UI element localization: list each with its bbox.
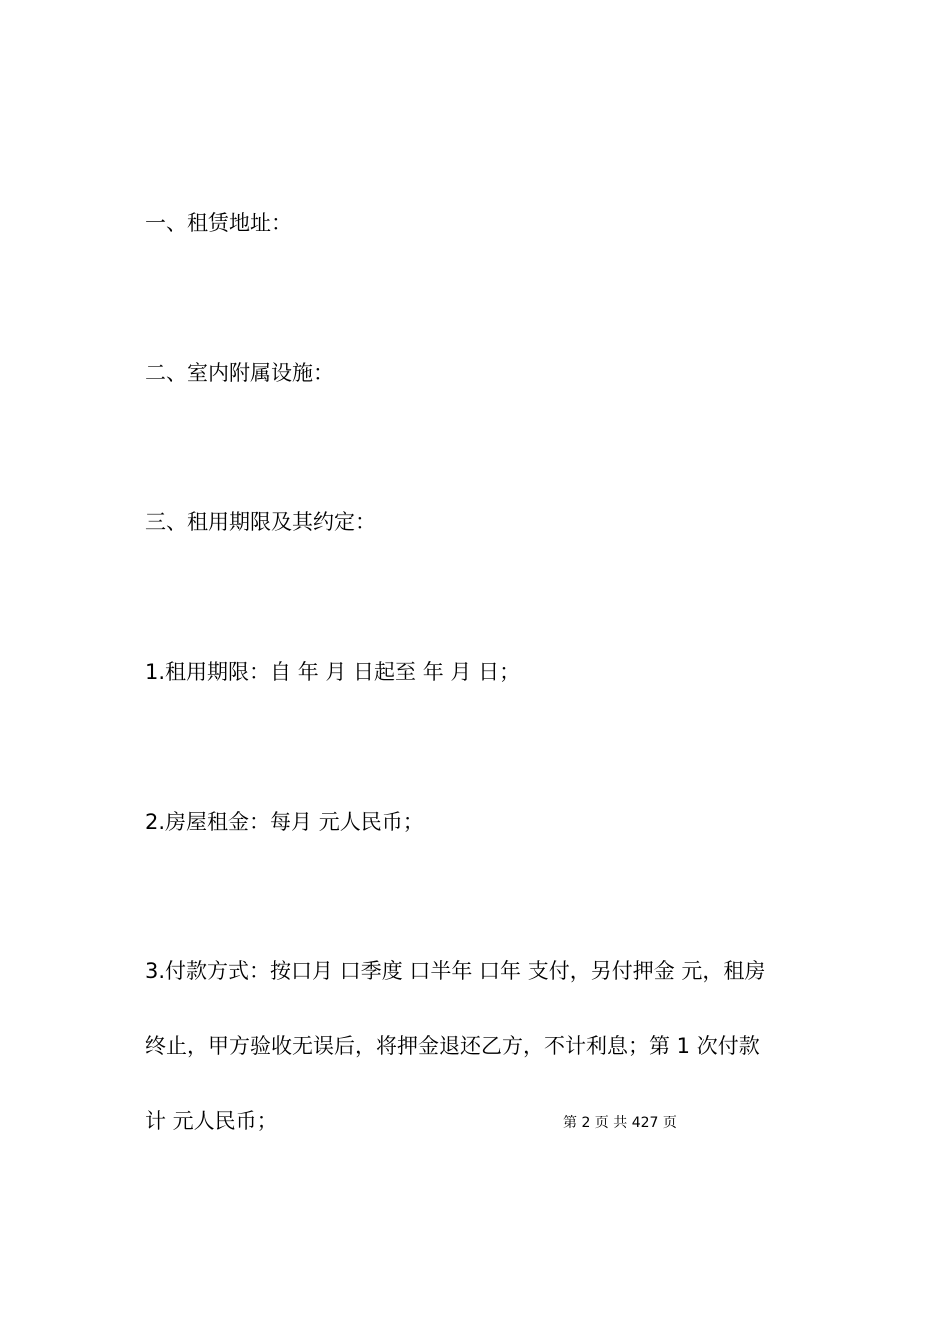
- section-indoor-facilities: 二、室内附属设施：: [145, 361, 334, 385]
- clause-payment-method-line-3: 计 元人民币；: [145, 1109, 278, 1133]
- clause-payment-method-line-1: 3.付款方式：按口月 口季度 口半年 口年 支付，另付押金 元，租房: [145, 959, 766, 983]
- clause-payment-method-line-2: 终止，甲方验收无误后，将押金退还乙方，不计利息；第 1 次付款: [145, 1034, 760, 1058]
- section-rental-term: 三、租用期限及其约定：: [145, 510, 376, 534]
- clause-monthly-rent: 2.房屋租金：每月 元人民币；: [145, 810, 424, 834]
- clause-rental-period: 1.租用期限：自 年 月 日起至 年 月 日；: [145, 660, 521, 684]
- page-number-footer: 第 2 页 共 427 页: [563, 1115, 677, 1131]
- section-rental-address: 一、租赁地址：: [145, 211, 292, 235]
